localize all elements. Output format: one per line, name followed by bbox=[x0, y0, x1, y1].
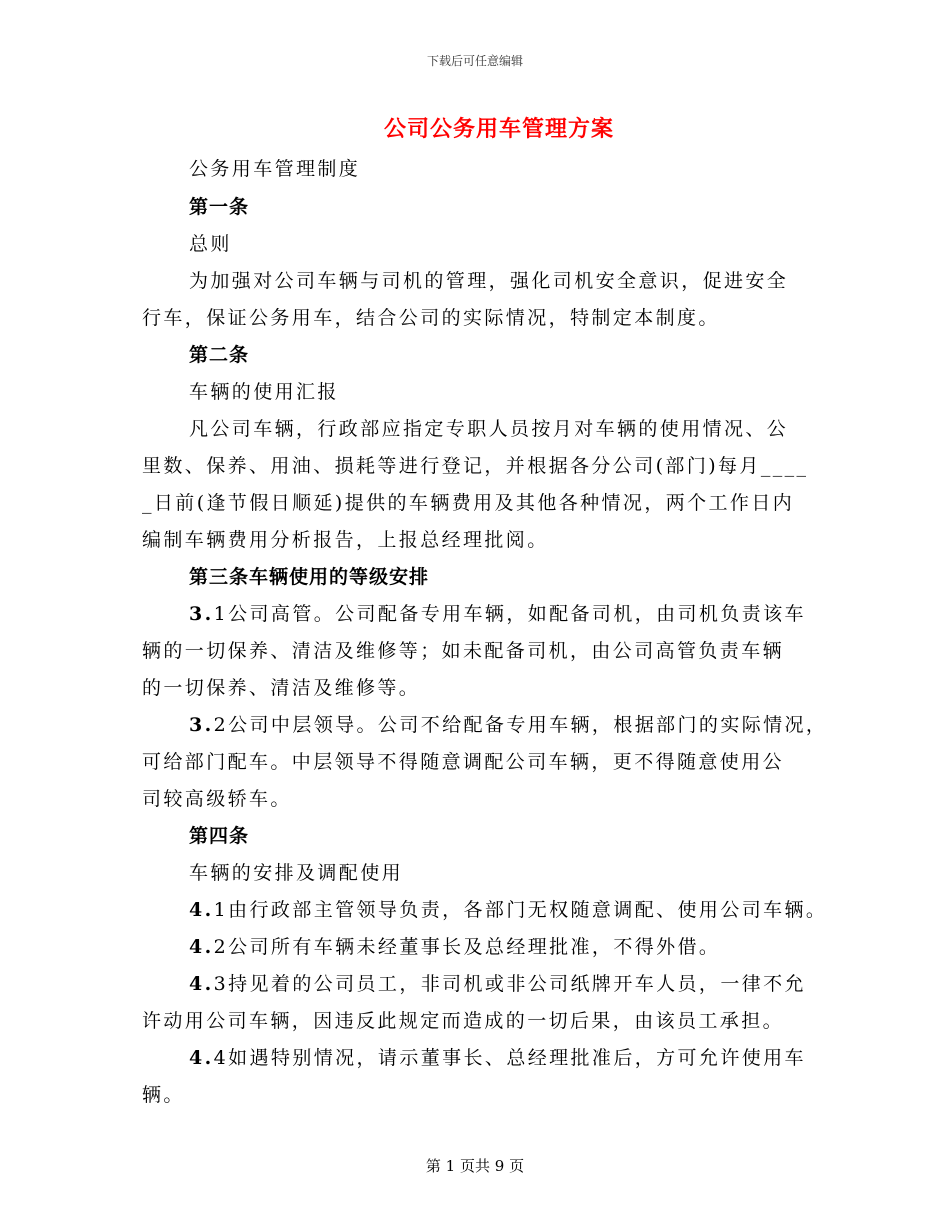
clause-text: 3持见着的公司员工，非司机或非公司纸牌开车人员，一律不允 bbox=[213, 973, 806, 995]
article-heading: 第二条 bbox=[189, 344, 250, 366]
clause-line bbox=[189, 1045, 806, 1071]
clause-number: 4. bbox=[189, 973, 214, 995]
clause-number: 3. bbox=[189, 603, 214, 625]
clause-number: 4. bbox=[189, 936, 214, 958]
clause-text: 2公司所有车辆未经董事长及总经理批准，不得外借。 bbox=[213, 936, 721, 958]
clause-number: 4. bbox=[189, 1047, 214, 1069]
clause-number: 3. bbox=[189, 714, 214, 736]
section-heading: 车辆的使用汇报 bbox=[189, 381, 339, 403]
paragraph-line: 司较高级轿车。 bbox=[142, 788, 292, 810]
paragraph-line: 编制车辆费用分析报告，上报总经理批阅。 bbox=[142, 529, 549, 551]
subtitle-line: 公务用车管理制度 bbox=[189, 158, 361, 180]
paragraph-line: 为加强对公司车辆与司机的管理，强化司机安全意识，促进安全 bbox=[189, 270, 789, 292]
clause-line bbox=[189, 971, 806, 997]
clause-line bbox=[189, 712, 827, 738]
page-number: 第 1 页共 9 页 bbox=[425, 1157, 525, 1175]
clause-text: 1由行政部主管领导负责，各部门无权随意调配、使用公司车辆。 bbox=[213, 899, 828, 921]
clause-number: 4. bbox=[189, 899, 214, 921]
article-heading: 第四条 bbox=[189, 825, 250, 847]
paragraph-line: 里数、保养、用油、损耗等进行登记，并根据各分公司(部门)每月____ bbox=[142, 455, 809, 477]
section-heading: 车辆的安排及调配使用 bbox=[189, 862, 404, 884]
clause-text: 1公司高管。公司配备专用车辆，如配备司机，由司机负责该车 bbox=[213, 603, 806, 625]
clause-line bbox=[189, 934, 720, 960]
paragraph-line: 凡公司车辆，行政部应指定专职人员按月对车辆的使用情况、公 bbox=[189, 418, 789, 440]
article-heading: 第一条 bbox=[189, 196, 250, 218]
paragraph-line: 的一切保养、清洁及维修等。 bbox=[142, 677, 421, 699]
paragraph-line: 行车，保证公务用车，结合公司的实际情况，特制定本制度。 bbox=[142, 307, 720, 329]
page-header-note: 下载后可任意编辑 bbox=[426, 54, 523, 68]
section-heading: 总则 bbox=[189, 233, 232, 255]
article-heading: 第三条车辆使用的等级安排 bbox=[189, 566, 430, 588]
clause-line bbox=[189, 897, 827, 923]
paragraph-line: 辆。 bbox=[142, 1084, 185, 1106]
clause-text: 4如遇特别情况，请示董事长、总经理批准后，方可允许使用车 bbox=[213, 1047, 806, 1069]
clause-line bbox=[189, 601, 806, 627]
clause-text: 2公司中层领导。公司不给配备专用车辆，根据部门的实际情况， bbox=[213, 714, 828, 736]
document-title: 公司公务用车管理方案 bbox=[383, 116, 614, 142]
paragraph-line: 许动用公司车辆，因违反此规定而造成的一切后果，由该员工承担。 bbox=[142, 1010, 785, 1032]
paragraph-line: 可给部门配车。中层领导不得随意调配公司车辆，更不得随意使用公 bbox=[142, 751, 785, 773]
paragraph-line: _日前(逢节假日顺延)提供的车辆费用及其他各种情况，两个工作日内 bbox=[142, 492, 795, 514]
paragraph-line: 辆的一切保养、清洁及维修等；如未配备司机，由公司高管负责车辆 bbox=[142, 640, 785, 662]
